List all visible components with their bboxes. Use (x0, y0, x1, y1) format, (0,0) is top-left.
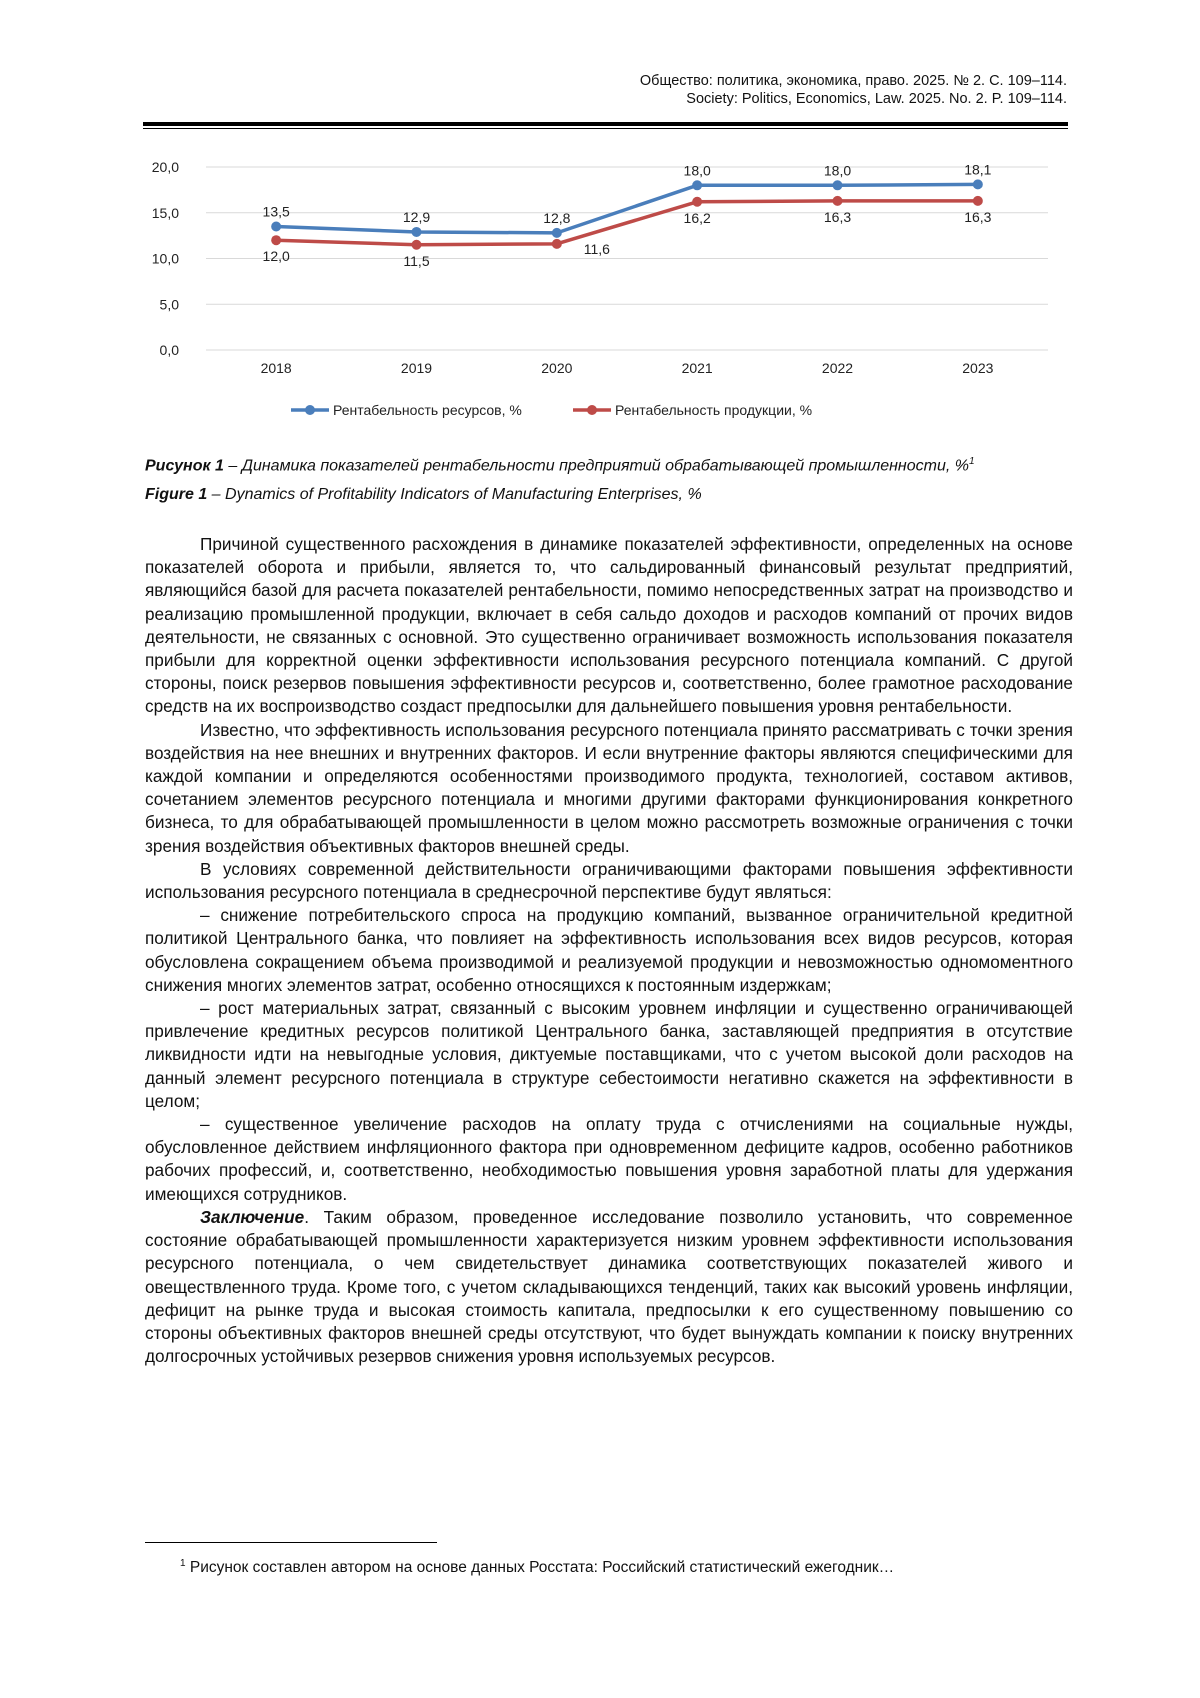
legend-label: Рентабельность продукции, % (615, 402, 813, 418)
data-point (973, 196, 983, 206)
data-label: 18,0 (683, 162, 711, 179)
x-tick-label: 2019 (400, 360, 433, 376)
article-body (145, 533, 1073, 1368)
data-label: 16,3 (964, 208, 992, 225)
conclusion-label: Заключение (200, 1206, 305, 1227)
footnote-separator (145, 1542, 437, 1543)
chart-gridlines (206, 167, 1048, 350)
header-line-ru: Общество: политика, экономика, право. 2025. № 2. С. 109–114. (639, 73, 1067, 89)
legend-swatch-marker (587, 405, 597, 415)
chart-series (263, 161, 992, 268)
y-tick-label: 20,0 (151, 159, 179, 175)
paragraph: Известно, что эффективность использования ресурсного потенциала принято рассматривать с точки зрения воздействия на нее внешних и внутренних факторов. И если внутренние факторы являются специфическими для каждой компании и определяются особенностями производимого продукта, технологией, составом активов, сочетанием элементов ресурсного потенциала и многими другими факторами функционирования конкретного бизнеса, то для обрабатывающей промышленности в целом можно рассмотреть возможные ограничения с точки зрения воздействия объективных факторов внешней среды. (145, 719, 1073, 856)
footnote-text: Рисунок составлен автором на основе данных Росстата: Российский статистический ежегодник… (185, 1559, 895, 1577)
journal-header (167, 72, 1067, 108)
data-point (271, 221, 281, 231)
data-point (552, 228, 562, 238)
data-point (833, 196, 843, 206)
data-point (412, 227, 422, 237)
profitability-line-chart (143, 150, 1063, 430)
legend-swatch-marker (305, 405, 315, 415)
y-tick-label: 15,0 (151, 204, 179, 221)
data-point (552, 239, 562, 249)
data-label: 13,5 (262, 203, 290, 220)
series-line-1 (276, 184, 978, 232)
y-tick-label: 10,0 (151, 250, 179, 267)
data-label: 12,9 (402, 208, 431, 225)
data-label: 11,6 (583, 240, 610, 257)
legend-label: Рентабельность ресурсов, % (333, 402, 522, 418)
x-tick-label: 2021 (681, 360, 713, 376)
y-tick-label: 0,0 (159, 342, 179, 358)
figure-caption-footnote-mark: 1 (968, 456, 975, 467)
data-point (412, 240, 422, 250)
chart-x-ticks (261, 360, 994, 376)
conclusion-text: . Таким образом, проведенное исследование позволило установить, что современное состояние обрабатывающей промышленности характеризуется низким уровнем эффективности использования ресурсного потенциала, о чем свидетельствует динамика соответствующих показателей живого и овеществленного труда. Кроме того, с учетом складывающихся тенденций, таких как высокий уровень инфляции, дефицит на рынке труда и высокая стоимость капитала, предпосылки к его существенному повышению со стороны объективных факторов внешней среды отсутствуют, что будет вынуждать компании к поиску внутренних долгосрочных устойчивых резервов снижения уровня используемых ресурсов. (145, 1206, 1073, 1367)
data-label: 16,2 (683, 209, 711, 226)
data-point (833, 180, 843, 190)
paragraph: В условиях современной действительности ограничивающими факторами повышения эффективности использования ресурсного потенциала в среднесрочной перспективе будут являться: (145, 858, 1073, 903)
list-item: – снижение потребительского спроса на продукцию компаний, вызванное ограничительной кредитной политикой Центрального банка, что повлияет на эффективность использования всех видов ресурсов, которая обусловлена сокращением объема производимой и реализуемой продукции и невозможностью одномоментного снижения многих элементов затрат, особенно относящихся к постоянным издержкам; (145, 905, 1073, 995)
figure-caption-en-text: – Dynamics of Profitability Indicators of Manufacturing Enterprises, % (207, 486, 702, 503)
figure-caption-ru (145, 452, 1075, 476)
figure-caption-en (145, 485, 1075, 505)
list-item: – рост материальных затрат, связанный с высоким уровнем инфляции и существенно ограничивающей привлечение кредитных ресурсов политикой Центрального банка, заставляющей предприятия в отсутствие ликвидности идти на невыгодные условия, диктуемые поставщиками, что с учетом высокой доли расходов на данный элемент ресурсного потенциала в структуре себестоимости негативно скажется на эффективности в целом; (145, 998, 1073, 1111)
footnote-mark: 1 (180, 1558, 186, 1569)
data-label: 11,5 (403, 252, 430, 269)
figure-caption-ru-label: Рисунок 1 (145, 457, 224, 475)
data-label: 12,8 (543, 209, 571, 226)
y-tick-label: 5,0 (159, 296, 179, 313)
conclusion-paragraph (145, 1206, 1073, 1368)
data-point (271, 235, 281, 245)
x-tick-label: 2018 (260, 360, 292, 376)
paragraph: Причиной существенного расхождения в динамике показателей эффективности, определенных на основе показателей оборота и прибыли, является то, что сальдированный финансовый результат предприятий, являющийся базой для расчета показателей рентабельности, помимо непосредственных затрат на производство и реализацию промышленной продукции, включает в себя сальдо доходов и расходов компаний от прочих видов деятельности, не связанных с основной. Это существенно ограничивает возможность использования показателя прибыли для корректной оценки эффективности использования ресурсного потенциала компаний. С другой стороны, поиск резервов повышения эффективности ресурсов и, соответственно, более грамотное расходование средств на их воспроизводство создаст предпосылки для дальнейшего повышения уровня рентабельности. (145, 534, 1073, 717)
data-label: 18,0 (823, 162, 852, 179)
x-tick-label: 2023 (962, 360, 994, 376)
data-point (692, 197, 702, 207)
list-item: – существенное увеличение расходов на оплату труда с отчислениями на социальные нужды, обусловленное действием инфляционного фактора при одновременном дефиците кадров, особенно работников рабочих профессий, и, соответственно, необходимостью повышения уровня заработной платы для удержания имеющихся сотрудников. (145, 1114, 1073, 1204)
data-label: 18,1 (964, 161, 992, 178)
header-line-en: Society: Politics, Economics, Law. 2025. No. 2. P. 109–114. (686, 91, 1067, 107)
data-label: 12,0 (262, 248, 290, 265)
chart-y-ticks (152, 159, 179, 358)
header-rule-thin (143, 128, 1068, 129)
data-label: 16,3 (823, 208, 852, 225)
data-point (973, 179, 983, 189)
chart-legend (291, 402, 812, 418)
figure-caption-ru-text: – Динамика показателей рентабельности предприятий обрабатывающей промышленности, % (223, 457, 969, 475)
x-tick-label: 2022 (821, 360, 854, 376)
header-rule-thick (143, 122, 1068, 126)
footnote (180, 1554, 894, 1578)
data-point (692, 180, 702, 190)
x-tick-label: 2020 (541, 360, 573, 376)
figure-caption-en-label: Figure 1 (145, 486, 208, 503)
